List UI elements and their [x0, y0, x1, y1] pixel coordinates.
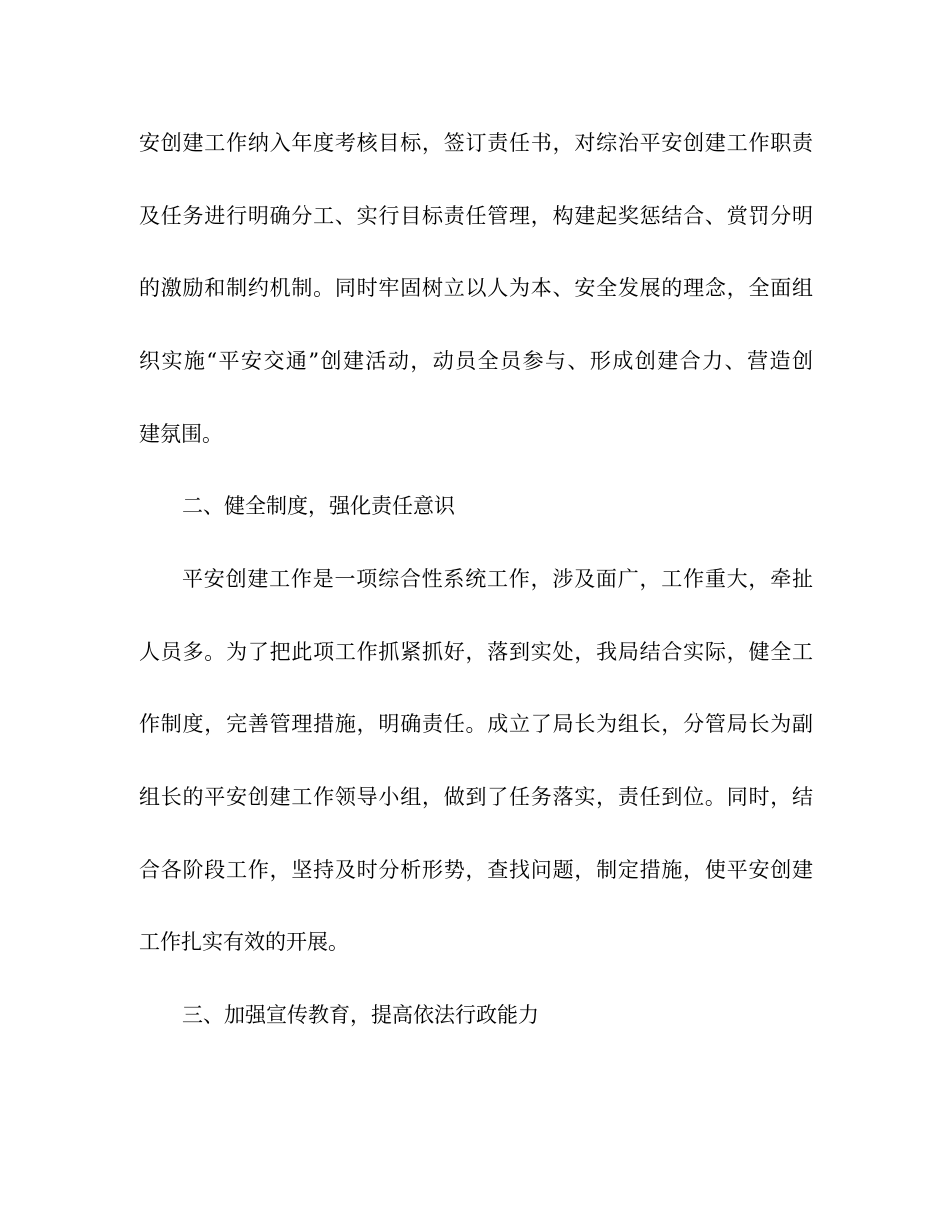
paragraph-1-line-4: 织实施“平安交通”创建活动，动员全员参与、形成创建合力、营造创 [139, 349, 813, 373]
paragraph-1-line-1: 安创建工作纳入年度考核目标，签订责任书，对综治平安创建工作职责 [139, 131, 813, 155]
paragraph-2-line-6: 工作扎实有效的开展。 [139, 930, 349, 954]
paragraph-1-line-5: 建氛围。 [139, 422, 223, 446]
section-heading-2: 二、健全制度，强化责任意识 [182, 494, 455, 518]
paragraph-1-line-3: 的激励和制约机制。同时牢固树立以人为本、安全发展的理念，全面组 [139, 276, 813, 300]
paragraph-2-line-2: 人员多。为了把此项工作抓紧抓好，落到实处，我局结合实际，健全工 [139, 640, 813, 664]
paragraph-2-line-1: 平安创建工作是一项综合性系统工作，涉及面广，工作重大，牵扯 [182, 567, 813, 591]
paragraph-1-line-2: 及任务进行明确分工、实行目标责任管理，构建起奖惩结合、赏罚分明 [139, 204, 813, 228]
section-heading-3: 三、加强宣传教育，提高依法行政能力 [182, 1003, 539, 1027]
paragraph-2-line-5: 合各阶段工作，坚持及时分析形势，查找问题，制定措施，使平安创建 [139, 858, 813, 882]
paragraph-2-line-3: 作制度，完善管理措施，明确责任。成立了局长为组长，分管局长为副 [139, 712, 813, 736]
paragraph-2-line-4: 组长的平安创建工作领导小组，做到了任务落实，责任到位。同时，结 [139, 785, 813, 809]
